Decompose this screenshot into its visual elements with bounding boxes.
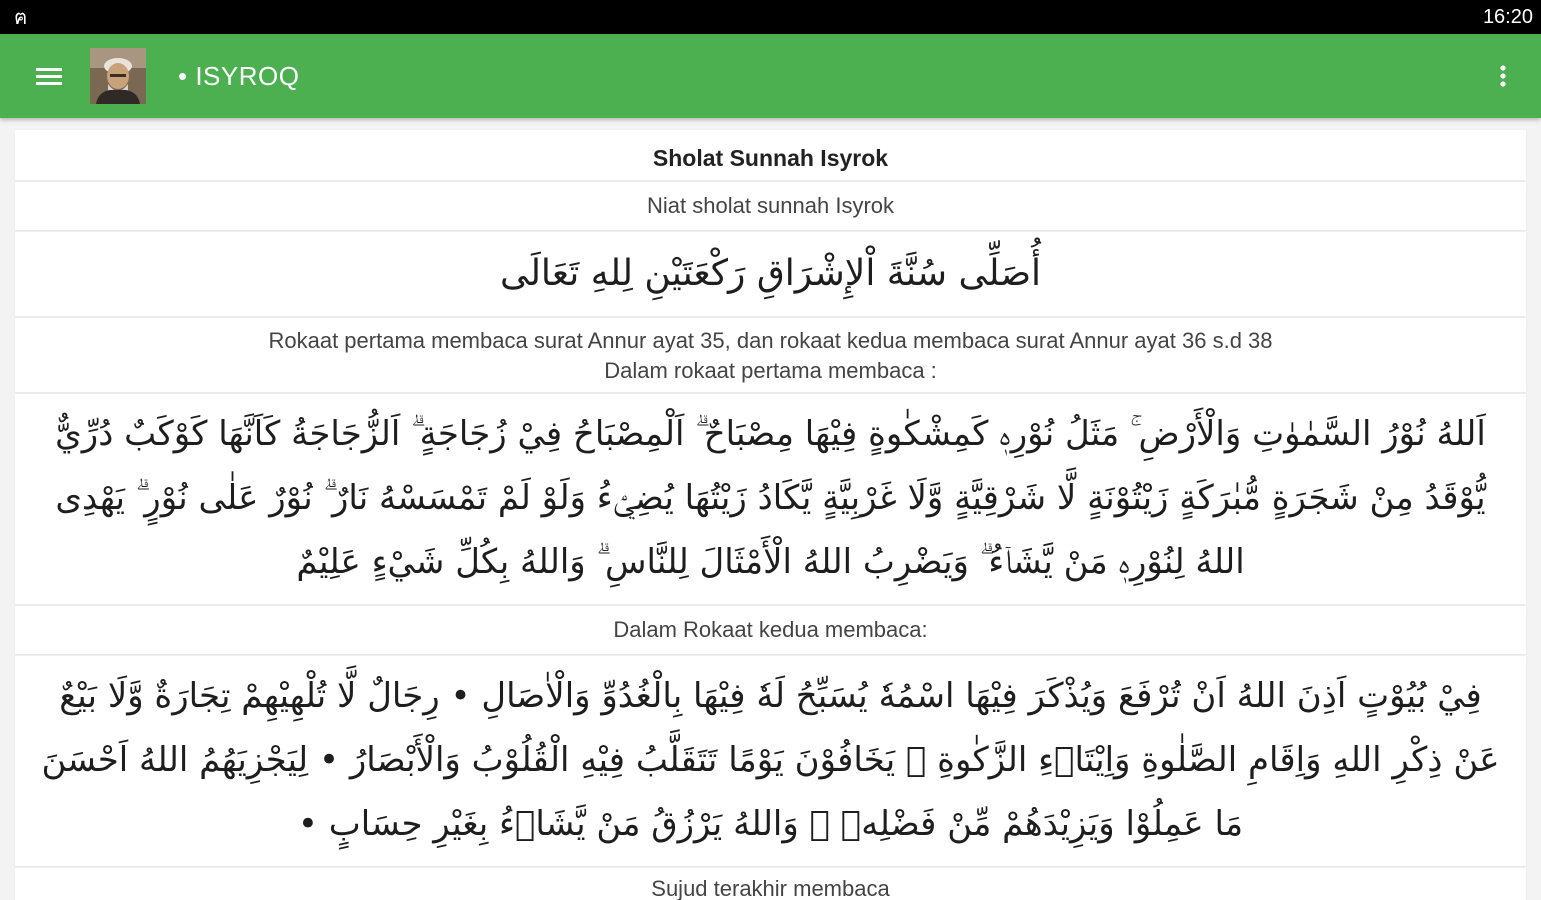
menu-button[interactable] — [28, 58, 68, 94]
ayat-36-38-card — [15, 656, 1526, 866]
overflow-menu-button[interactable] — [1489, 60, 1517, 92]
heading-card — [15, 130, 1526, 180]
hamburger-menu-icon — [28, 58, 68, 94]
sujud-label: Sujud terakhir membaca — [651, 876, 890, 900]
page-title: • ISYROQ — [178, 61, 300, 91]
rokaat-pertama-label: Dalam rokaat pertama membaca : — [604, 358, 937, 383]
ayat-35-card — [15, 394, 1526, 604]
ayat-36-38-text: فِيْ بُيُوْتٍ اَذِنَ اللهُ اَنْ تُرْفَعَ وَيُذْكَرَ فِيْهَا اسْمُهٗ يُسَبِّحُ لَهٗ فِيْهَا بِالْغُدُوِّ وَالْاٰصَالِ • رِجَالٌ لَّا تُلْهِيْهِمْ تِجَارَةٌ وَّلَا بَيْعٌ عَنْ ذِكْرِ اللهِ وَاِقَامِ الصَّلٰوةِ وَاِيْتَاۤءِ الزَّكٰوةِ ۙ يَخَافُوْنَ يَوْمًا تَتَقَلَّبُ فِيْهِ الْقُلُوْبُ وَالْأَبْصَارُ • لِيَجْزِيَهُمُ اللهُ اَحْسَنَ مَا عَمِلُوْا وَيَزِيْدَهُمْ مِّنْ فَضْلِهٖ ۗ وَاللهُ يَرْزُقُ مَنْ يَّشَاۤءُ بِغَيْرِ حِسَابٍ • — [41, 676, 1500, 844]
app-bar — [0, 34, 1541, 118]
notification-icon: ฅ — [14, 5, 28, 29]
rokaat-instruction: Rokaat pertama membaca surat Annur ayat 35, dan rokaat kedua membaca surat Annur ayat 36 s.d 38 — [268, 328, 1273, 353]
status-bar — [0, 0, 1541, 34]
avatar[interactable] — [90, 48, 146, 104]
sujud-label-card — [15, 868, 1526, 900]
niat-label: Niat sholat sunnah Isyrok — [646, 193, 895, 218]
instruction-card — [15, 318, 1526, 392]
section-heading: Sholat Sunnah Isyrok — [652, 145, 889, 171]
rokaat-kedua-card — [15, 606, 1526, 654]
rokaat-kedua-label: Dalam Rokaat kedua membaca: — [613, 617, 928, 642]
more-vert-icon — [1489, 60, 1517, 92]
niat-arabic-card — [15, 232, 1526, 316]
content-scroll[interactable] — [0, 118, 1541, 900]
ayat-35-text: اَللهُ نُوْرُ السَّمٰوٰتِ وَالْأَرْضِ ۚ مَثَلُ نُوْرِهٖ كَمِشْكٰوةٍ فِيْهَا مِصْبَاحٌ ۗ اَلْمِصْبَاحُ فِيْ زُجَاجَةٍ ۗ اَلزُّجَاجَةُ كَاَنَّهَا كَوْكَبٌ دُرِّيٌّ يُّوْقَدُ مِنْ شَجَرَةٍ مُّبٰرَكَةٍ زَيْتُوْنَةٍ لَّا شَرْقِيَّةٍ وَّلَا غَرْبِيَّةٍ يَّكَادُ زَيْتُهَا يُضِيْۤءُ وَلَوْ لَمْ تَمْسَسْهُ نَارٌ ۗ نُوْرٌ عَلٰى نُوْرٍ ۗ يَهْدِى اللهُ لِنُوْرِهٖ مَنْ يَّشَاۤءُ ۗ وَيَضْرِبُ اللهُ الْأَمْثَالَ لِلنَّاسِ ۗ وَاللهُ بِكُلِّ شَيْءٍ عَلِيْمٌ — [55, 414, 1486, 582]
niat-label-card — [15, 182, 1526, 230]
status-clock: 16:20 — [1482, 6, 1533, 28]
niat-arabic-text: أُصَلِّى سُنَّةَ اْلإِشْرَاقِ رَكْعَتَيْنِ لِلهِ تَعَالَى — [499, 253, 1042, 294]
profile-portrait-icon — [90, 48, 146, 104]
